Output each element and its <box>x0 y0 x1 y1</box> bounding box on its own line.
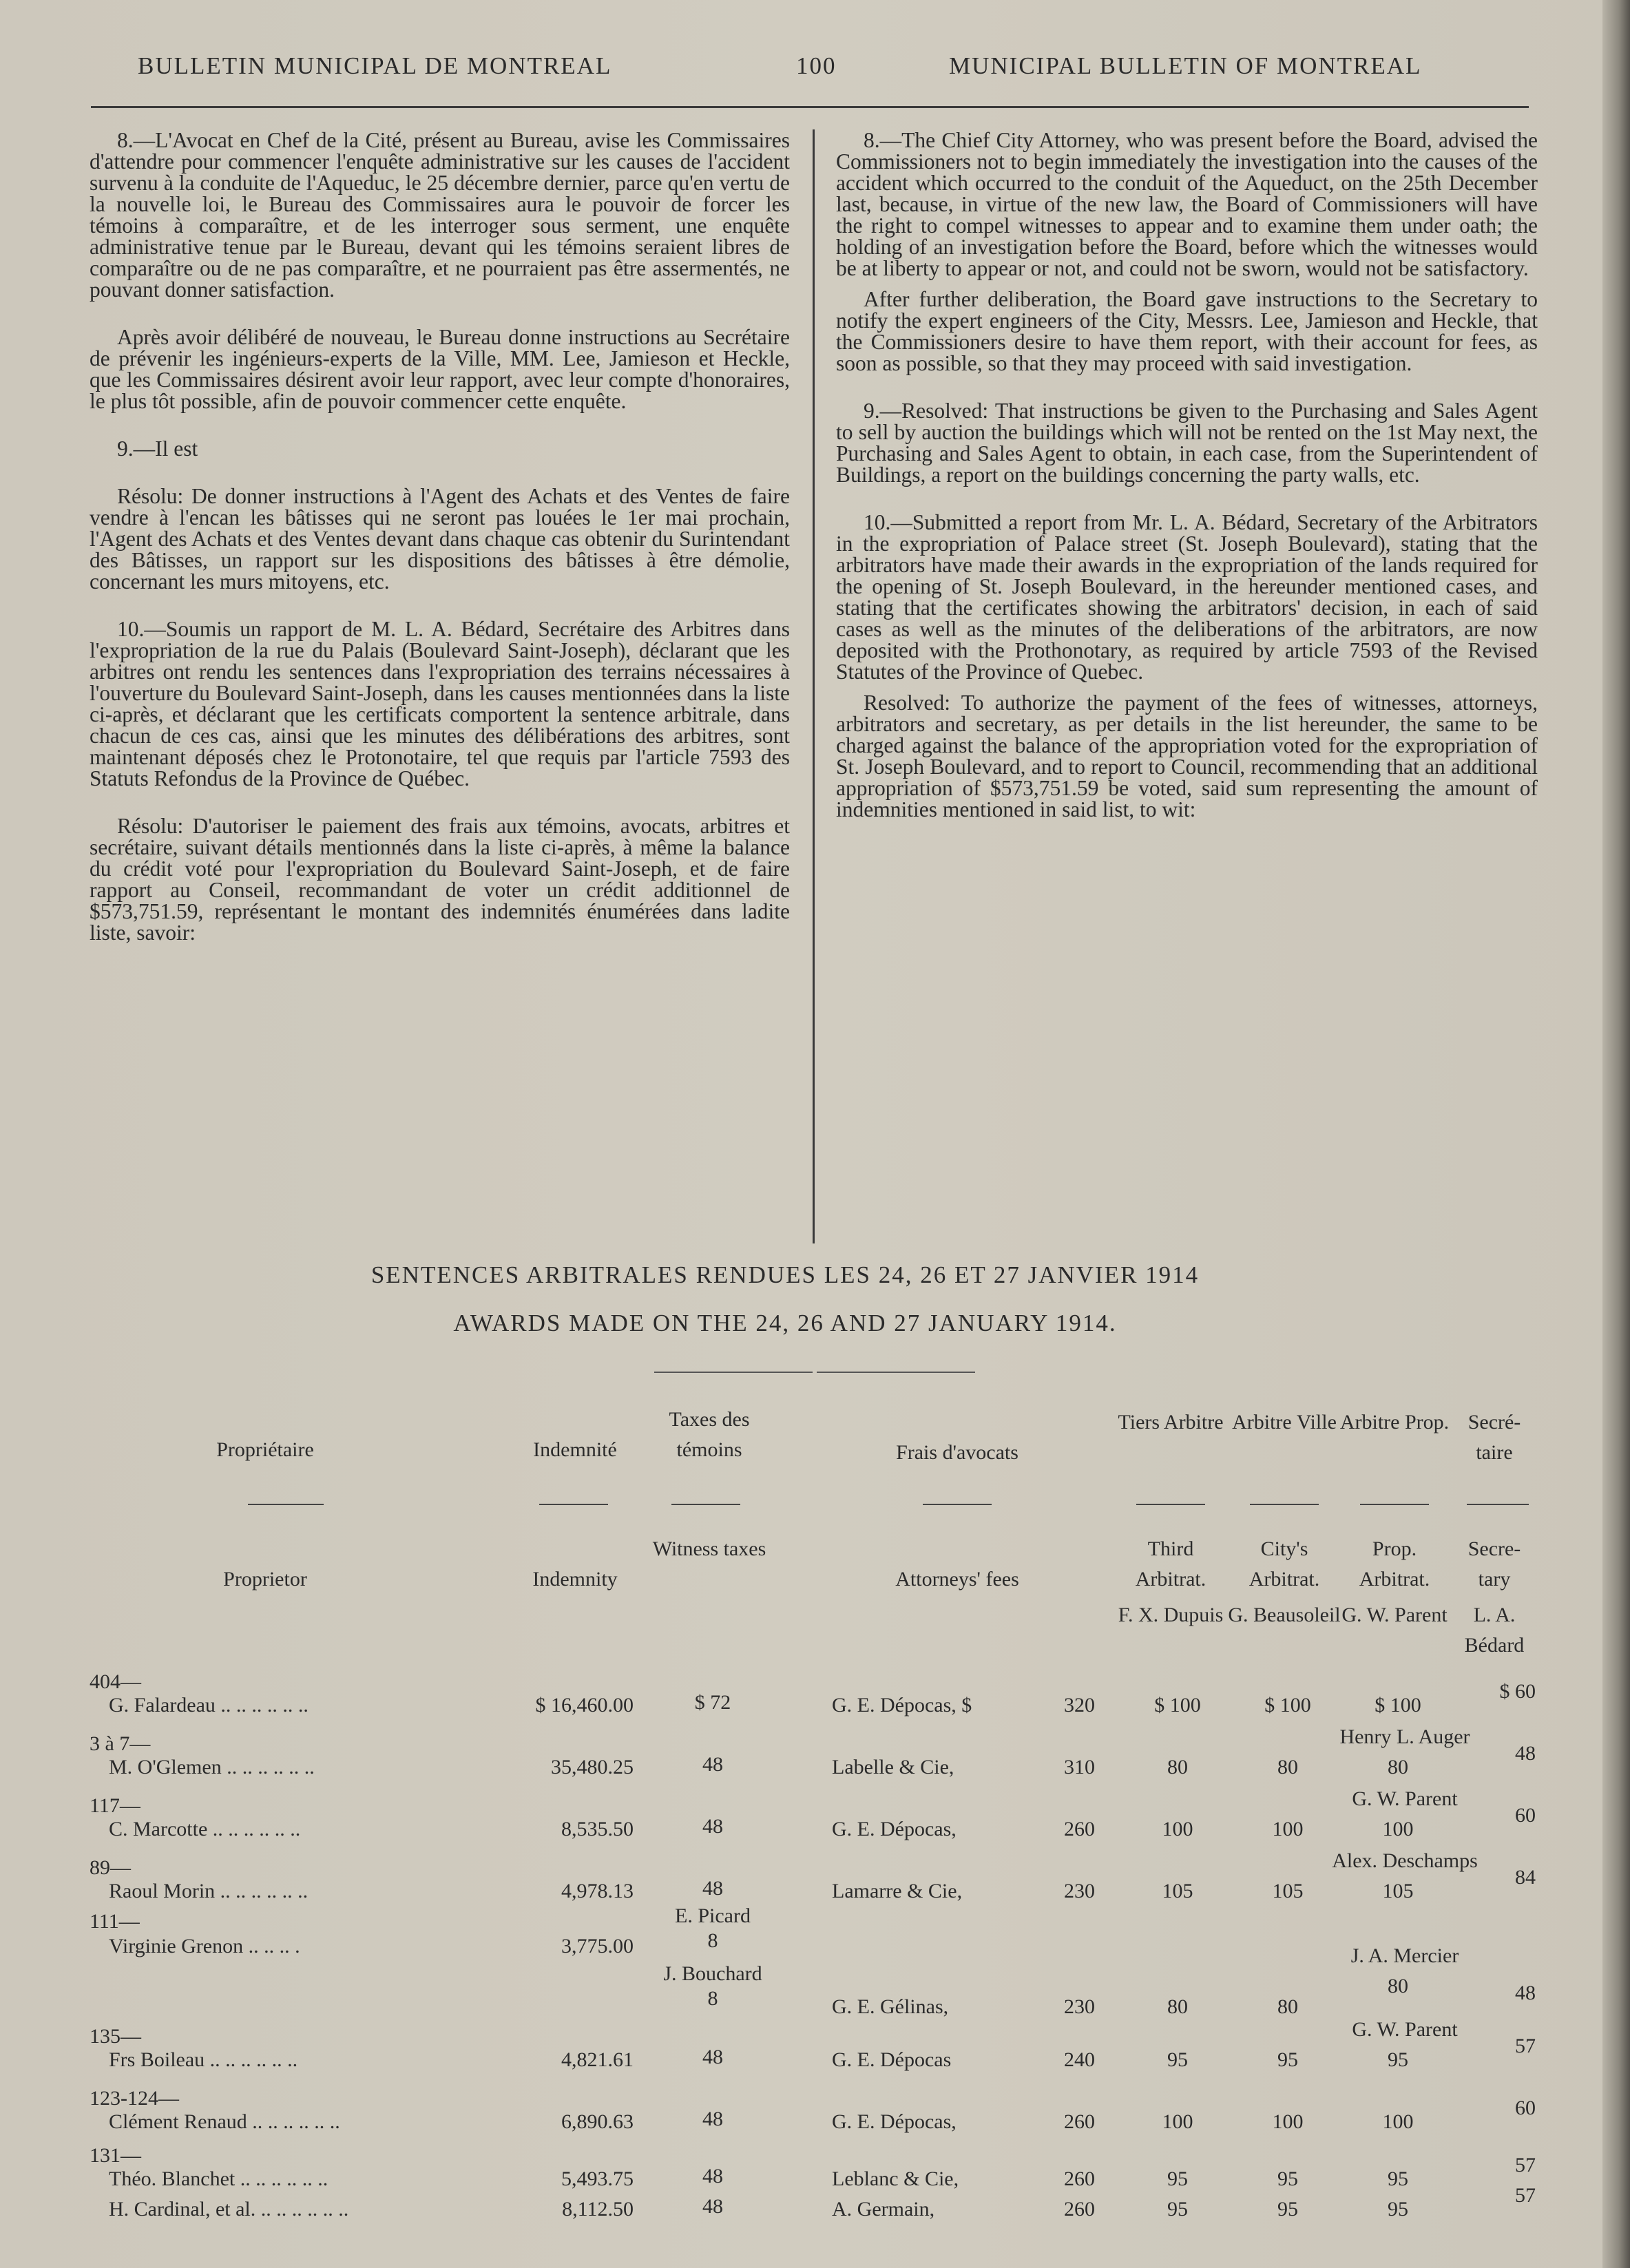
row-prop-arbitrator: 80 <box>1388 1975 1408 1997</box>
row-prop-arbitrator-name: Henry L. Auger <box>1339 1725 1470 1748</box>
arbitrator-third-name: F. X. Dupuis <box>1118 1604 1224 1626</box>
fr-para-6: Résolu: D'autoriser le paiement des frais aux témoins, avocats, arbitres et secrétaire, suivant détails mentionnés dans la liste ci-après, à même la balance du crédit voté pour l'expropriation du Boulevard Saint-Joseph, et de faire rapport au Conseil, recommandant de voter un crédit additionnel de $573,751.59, représentant le montant des indemnités énumérées dans ladite liste, savoir: <box>90 814 790 945</box>
row-indemnity: 3,775.00 <box>561 1935 634 1957</box>
table-title-french: SENTENCES ARBITRALES RENDUES LES 24, 26 ET 27 JANVIER 1914 <box>370 1261 1200 1288</box>
row-third-arbitrator: 105 <box>1162 1880 1193 1902</box>
en-para-4: 10.—Submitted a report from Mr. L. A. Bédard, Secretary of the Arbitrators in the expropriation of Palace street (St. Joseph Boulevard), stating that the arbitrators have made their awards in the expropriation of the lands required for the opening of St. Joseph Boulevard, in the hereunder mentioned cases, and stating that the certificates showing the arbitrators' decision, in each of said cases as well as the minutes of the deliberations of the arbitrators, are now deposited with the Prothonotary, as required by article 7593 of the Revised Statutes of the Province of Quebec. <box>836 510 1538 684</box>
header-dash <box>1250 1504 1319 1505</box>
english-column <box>836 129 1538 841</box>
row-witness-name: J. Bouchard <box>663 1962 762 1985</box>
arbitrator-prop-name: G. W. Parent <box>1341 1604 1448 1626</box>
arbitrator-city-name: G. Beausoleil <box>1228 1604 1341 1626</box>
row-attorney: Labelle & Cie, <box>832 1756 954 1778</box>
row-city-arbitrator: 100 <box>1272 2110 1304 2133</box>
row-proprietor: C. Marcotte .. .. .. .. .. .. <box>109 1818 301 1840</box>
row-proprietor: Virginie Grenon .. .. .. . <box>109 1935 300 1957</box>
row-third-arbitrator: 100 <box>1162 2110 1193 2133</box>
row-attorney: Lamarre & Cie, <box>832 1880 963 1902</box>
fr-para-1: 8.—L'Avocat en Chef de la Cité, présent au Bureau, avise les Commissaires d'attendre pour commencer l'enquête administrative sur les causes de l'accident survenu à la conduite de l'Aqueduc, le 25 décembre dernier, parce qu'en vertu de la nouvelle loi, le Bureau des Commissaires aura le pouvoir de forcer les témoins à comparaître, et de les interroger sous serment, une enquête administrative tenue par le Bureau, devant qui les témoins seraient libres de comparaître ou de ne pas comparaître, et ne pourraient pas être assermentés, ne pouvant donner satisfaction. <box>90 128 790 302</box>
row-lot-number: 404— <box>90 1670 141 1693</box>
row-attorney-fee: 230 <box>1064 1880 1095 1902</box>
secretary-name: L. A. Bédard <box>1464 1604 1525 1657</box>
row-witness-tax: 48 <box>702 2046 723 2068</box>
th-en-third: Third Arbitrat. <box>1135 1537 1206 1590</box>
row-attorney-fee: 310 <box>1064 1756 1095 1778</box>
row-attorney-fee: 260 <box>1064 1818 1095 1840</box>
row-third-arbitrator: 95 <box>1167 2048 1188 2071</box>
row-city-arbitrator: 95 <box>1277 2048 1298 2071</box>
row-proprietor: Théo. Blanchet .. .. .. .. .. .. <box>109 2167 328 2190</box>
row-proprietor: H. Cardinal, et al. .. .. .. .. .. .. <box>109 2198 349 2220</box>
row-secretary: 57 <box>1515 2184 1536 2207</box>
row-lot-number: 89— <box>90 1856 131 1879</box>
en-para-3: 9.—Resolved: That instructions be given to the Purchasing and Sales Agent to sell by auction the buildings which will not be rented on the 1st May next, the Purchasing and Sales Agent to obtain, in each case, from the Superintendent of Buildings, a report on the buildings concerning the party walls, etc. <box>836 399 1538 487</box>
row-prop-arbitrator: 95 <box>1388 2198 1408 2220</box>
header-dash <box>1136 1504 1205 1505</box>
row-witness-tax: $ 72 <box>694 1691 731 1714</box>
th-en-secretary: Secre- tary <box>1467 1537 1521 1590</box>
th-fr-prop: Arbitre Prop. <box>1339 1411 1450 1434</box>
row-attorney-fee: 320 <box>1064 1694 1095 1716</box>
row-attorney: G. E. Dépocas, <box>832 2110 957 2133</box>
header-dash <box>539 1504 608 1505</box>
row-prop-arbitrator: 80 <box>1388 1756 1408 1778</box>
row-attorney-fee: 240 <box>1064 2048 1095 2071</box>
row-indemnity: 4,821.61 <box>561 2048 634 2071</box>
row-lot-number: 111— <box>90 1910 140 1933</box>
row-secretary: $ 60 <box>1499 1680 1536 1703</box>
row-city-arbitrator: 95 <box>1277 2167 1298 2190</box>
row-witness-name: E. Picard <box>675 1904 751 1927</box>
en-para-2: After further deliberation, the Board gave instructions to the Secretary to notify the expert engineers of the City, Messrs. Lee, Jamieson and Heckle, that the Commissioners desire to have them report, with their account for fees, as soon as possible, so that they may proceed with said investigation. <box>836 287 1538 375</box>
row-witness-tax: 48 <box>702 2195 723 2218</box>
row-proprietor: Frs Boileau .. .. .. .. .. .. <box>109 2048 298 2071</box>
row-witness-tax: 48 <box>702 1815 723 1838</box>
fr-para-4: Résolu: De donner instructions à l'Agent des Achats et des Ventes de faire vendre à l'encan les bâtisses qui ne seront pas louées le 1er mai prochain, l'Agent des Achats et des Ventes devant dans chaque cas obtenir du Surintendant des Bâtisses, un rapport sur les dispositions des bâtisses à être démolie, concernant les murs mitoyens, etc. <box>90 484 790 594</box>
th-en-attorneys: Attorneys' fees <box>895 1568 1019 1590</box>
row-lot-number: 123-124— <box>90 2087 179 2110</box>
row-attorney-fee: 260 <box>1064 2198 1095 2220</box>
row-witness-tax: 8 <box>707 1929 718 1952</box>
row-secretary: 84 <box>1515 1866 1536 1889</box>
th-fr-city: Arbitre Ville <box>1232 1411 1337 1434</box>
row-city-arbitrator: 80 <box>1277 1995 1298 2018</box>
header-dash <box>671 1504 740 1505</box>
header-dash <box>248 1504 324 1505</box>
row-indemnity: 4,978.13 <box>561 1880 634 1902</box>
row-witness-tax: 8 <box>707 1987 718 2010</box>
row-prop-arbitrator: 105 <box>1382 1880 1414 1902</box>
row-third-arbitrator: $ 100 <box>1154 1694 1201 1716</box>
row-attorney-fee: 260 <box>1064 2110 1095 2133</box>
row-prop-arbitrator: $ 100 <box>1375 1694 1421 1716</box>
row-third-arbitrator: 95 <box>1167 2167 1188 2190</box>
row-attorney: A. Germain, <box>832 2198 935 2220</box>
header-dash <box>1360 1504 1429 1505</box>
row-prop-arbitrator-name: G. W. Parent <box>1352 1787 1458 1810</box>
row-prop-arbitrator: 95 <box>1388 2167 1408 2190</box>
row-prop-arbitrator: 100 <box>1382 1818 1414 1840</box>
header-dash <box>923 1504 992 1505</box>
th-fr-proprietor: Propriétaire <box>216 1438 314 1461</box>
page-edge-shadow <box>1602 0 1630 2268</box>
row-attorney-fee: 260 <box>1064 2167 1095 2190</box>
row-attorney: G. E. Dépocas <box>832 2048 952 2071</box>
row-indemnity: 8,535.50 <box>561 1818 634 1840</box>
fr-para-5: 10.—Soumis un rapport de M. L. A. Bédard, Secrétaire des Arbitres dans l'expropriation de la rue du Palais (Boulevard Saint-Joseph), déclarant que les arbitres ont rendu les sentences dans l'expropriation des terrains nécessaires à l'ouverture du Boulevard Saint-Joseph, dans les causes mentionnées dans la liste ci-après, et déclarant que les certificats comportent la sentence arbitrale, dans chacun de ces cas, ainsi que les minutes des délibérations des arbitres, sont maintenant déposés chez le Protonotaire, tel que requis par l'article 7593 des Statuts Refondus de la Province de Québec. <box>90 617 790 790</box>
row-lot-number: 3 à 7— <box>90 1732 151 1755</box>
french-column <box>90 129 790 964</box>
row-indemnity: 35,480.25 <box>551 1756 634 1778</box>
row-indemnity: $ 16,460.00 <box>535 1694 634 1716</box>
th-fr-secretary: Secré- taire <box>1467 1411 1521 1464</box>
row-indemnity: 6,890.63 <box>561 2110 634 2133</box>
row-city-arbitrator: 95 <box>1277 2198 1298 2220</box>
row-witness-tax: 48 <box>702 2165 723 2187</box>
row-attorney: Leblanc & Cie, <box>832 2167 959 2190</box>
row-prop-arbitrator-name: Alex. Deschamps <box>1332 1849 1478 1872</box>
th-fr-witness-taxes: Taxes des témoins <box>669 1408 750 1461</box>
en-para-5: Resolved: To authorize the payment of the fees of witnesses, attorneys, arbitrators and secretary, as per details in the list hereunder, the same to be charged against the balance of the appropriation voted for the expropriation of St. Joseph Boulevard, and to report to Council, recommending that an additional appropriation of $573,751.59 be voted, said sum representing the amount of indemnities mentioned in said list, to wit: <box>836 691 1538 821</box>
th-fr-attorneys: Frais d'avocats <box>896 1441 1018 1464</box>
header-right-title: MUNICIPAL BULLETIN OF MONTREAL <box>949 52 1422 79</box>
row-indemnity: 5,493.75 <box>561 2167 634 2190</box>
title-rule-left <box>654 1372 813 1373</box>
header-dash <box>1467 1504 1529 1505</box>
row-third-arbitrator: 80 <box>1167 1995 1188 2018</box>
th-en-city: City's Arbitrat. <box>1248 1537 1320 1590</box>
row-proprietor: Raoul Morin .. .. .. .. .. .. <box>109 1880 309 1902</box>
table-title-english: AWARDS MADE ON THE 24, 26 AND 27 JANUARY 1914. <box>453 1310 1117 1336</box>
row-proprietor: G. Falardeau .. .. .. .. .. .. <box>109 1694 309 1716</box>
th-en-prop: Prop. Arbitrat. <box>1359 1537 1430 1590</box>
row-third-arbitrator: 100 <box>1162 1818 1193 1840</box>
header-left-title: BULLETIN MUNICIPAL DE MONTREAL <box>138 52 612 79</box>
row-indemnity: 8,112.50 <box>562 2198 634 2220</box>
column-divider <box>813 129 815 1243</box>
row-prop-arbitrator: 100 <box>1382 2110 1414 2133</box>
page-number: 100 <box>796 52 837 79</box>
row-lot-number: 131— <box>90 2144 141 2167</box>
row-prop-arbitrator: 95 <box>1388 2048 1408 2071</box>
row-proprietor: Clément Renaud .. .. .. .. .. .. <box>109 2110 340 2133</box>
th-en-indemnity: Indemnity <box>532 1568 618 1590</box>
th-fr-third: Tiers Arbitre <box>1118 1411 1224 1434</box>
row-attorney: G. E. Dépocas, <box>832 1818 957 1840</box>
row-proprietor: M. O'Glemen .. .. .. .. .. .. <box>109 1756 315 1778</box>
row-city-arbitrator: 105 <box>1272 1880 1304 1902</box>
header-rule <box>91 106 1529 108</box>
title-rule-right <box>817 1372 975 1373</box>
row-secretary: 60 <box>1515 2097 1536 2119</box>
fr-para-3: 9.—Il est <box>117 437 198 461</box>
fr-para-2: Après avoir délibéré de nouveau, le Bureau donne instructions au Secrétaire de prévenir les ingénieurs-experts de la Ville, MM. Lee, Jamieson et Heckle, que les Commissaires désirent avoir leur rapport, avec leur compte d'honoraires, le plus tôt possible, afin de pouvoir commencer cette enquête. <box>90 325 790 413</box>
row-city-arbitrator: 100 <box>1272 1818 1304 1840</box>
row-attorney-fee: 230 <box>1064 1995 1095 2018</box>
row-third-arbitrator: 95 <box>1167 2198 1188 2220</box>
row-secretary: 60 <box>1515 1804 1536 1827</box>
row-prop-arbitrator-name: J. A. Mercier <box>1350 1944 1459 1967</box>
row-city-arbitrator: 80 <box>1277 1756 1298 1778</box>
row-secretary: 57 <box>1515 2035 1536 2057</box>
en-para-1: 8.—The Chief City Attorney, who was present before the Board, advised the Commissioners not to begin immediately the investigation into the causes of the accident which occurred to the conduit of the Aqueduct, on the 25th December last, because, in virtue of the new law, the Board of Commissioners will have the right to compel witnesses to appear and to examine them under oath; the holding of an investigation before the Board, before which the witnesses would be at liberty to appear or not, and could not be sworn, would not be satisfactory. <box>836 128 1538 280</box>
row-attorney: G. E. Dépocas, $ <box>832 1694 972 1716</box>
row-third-arbitrator: 80 <box>1167 1756 1188 1778</box>
row-city-arbitrator: $ 100 <box>1264 1694 1311 1716</box>
row-prop-arbitrator-name: G. W. Parent <box>1352 2018 1458 2041</box>
row-witness-tax: 48 <box>702 1753 723 1776</box>
th-fr-indemnity: Indemnité <box>533 1438 617 1461</box>
row-lot-number: 117— <box>90 1794 140 1817</box>
th-en-proprietor: Proprietor <box>223 1568 307 1590</box>
th-en-witness-taxes: Witness taxes <box>652 1537 766 1560</box>
row-attorney: G. E. Gélinas, <box>832 1995 949 2018</box>
row-secretary: 57 <box>1515 2154 1536 2176</box>
row-secretary: 48 <box>1515 1742 1536 1765</box>
row-witness-tax: 48 <box>702 1877 723 1900</box>
row-witness-tax: 48 <box>702 2108 723 2130</box>
row-secretary: 48 <box>1515 1982 1536 2004</box>
row-lot-number: 135— <box>90 2025 141 2048</box>
